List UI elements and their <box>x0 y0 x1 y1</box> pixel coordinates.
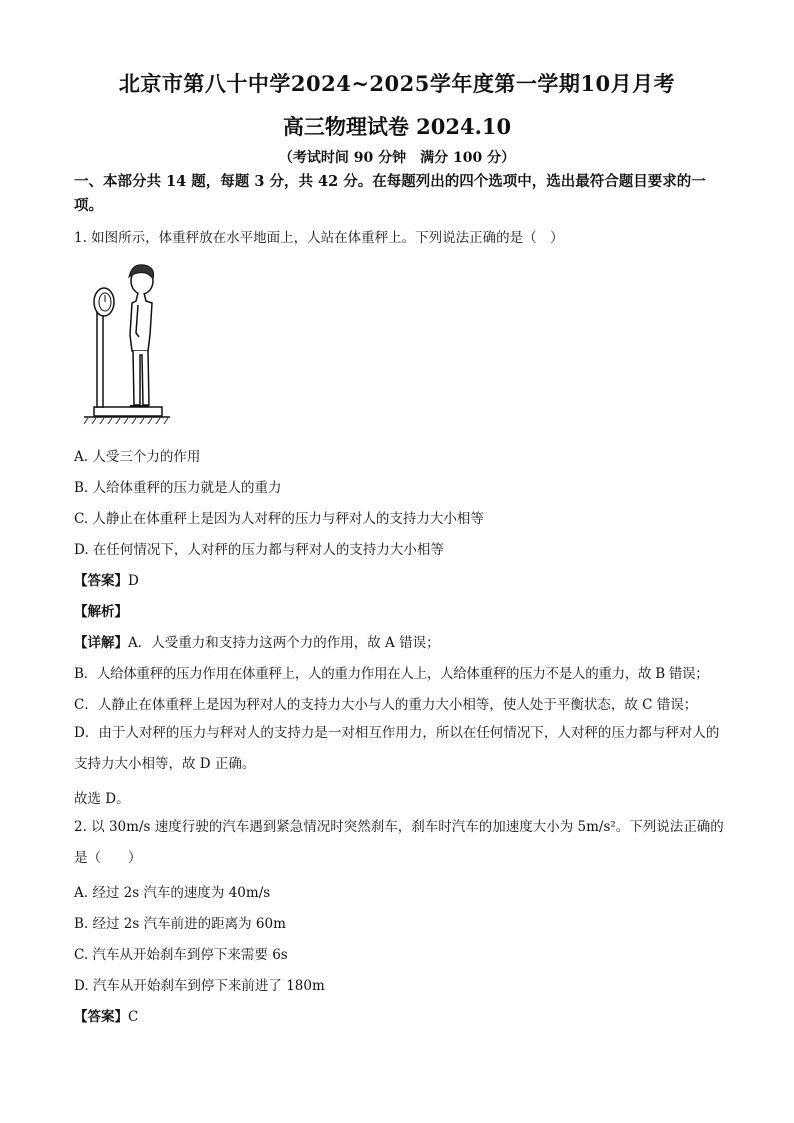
answer-value: D <box>128 573 139 589</box>
detail-a-text: A．人受重力和支持力这两个力的作用，故 A 错误； <box>128 635 440 651</box>
question-2-option-b: B. 经过 2s 汽车前进的距离为 60m <box>74 916 286 932</box>
person-on-scale-figure <box>82 255 172 425</box>
question-2-option-c: C. 汽车从开始刹车到停下来需要 6s <box>74 947 288 963</box>
answer-value: C <box>128 1009 139 1025</box>
question-2-option-a: A. 经过 2s 汽车的速度为 40m/s <box>74 885 271 901</box>
question-1-option-c: C. 人静止在体重秤上是因为人对秤的压力与秤对人的支持力大小相等 <box>74 511 484 527</box>
question-1-option-a: A. 人受三个力的作用 <box>74 449 201 465</box>
question-1-detail-d: D．由于人对秤的压力与秤对人的支持力是一对相互作用力，所以在任何情况下，人对秤的压力都与秤对人的支持力大小相等，故 D 正确。 <box>74 725 720 772</box>
question-1-detail-c: C．人静止在体重秤上是因为秤对人的支持力大小与人的重力大小相等，使人处于平衡状态，故 C 错误； <box>74 697 698 713</box>
question-2-answer <box>74 1005 138 1025</box>
question-1-option-d: D. 在任何情况下，人对秤的压力都与秤对人的支持力大小相等 <box>74 542 444 558</box>
exam-subtitle: 高三物理试卷 2024.10 <box>282 114 512 139</box>
question-1-conclusion: 故选 D。 <box>74 791 130 807</box>
answer-tag: 【答案】 <box>74 573 128 589</box>
question-1-answer <box>74 569 139 589</box>
question-1-detail-a <box>74 631 440 651</box>
exam-title: 北京市第八十中学2024~2025学年度第一学期10月月考 <box>118 71 676 96</box>
question-1-stem: 1. 如图所示，体重秤放在水平地面上，人站在体重秤上。下列说法正确的是（ ） <box>74 230 564 246</box>
question-2-stem: 2. 以 30m/s 速度行驶的汽车遇到紧急情况时突然刹车，刹车时汽车的加速度大小为 5m/s²。下列说法正确的是（ ） <box>74 819 724 866</box>
answer-tag: 【答案】 <box>74 1009 128 1025</box>
question-1-detail-b: B．人给体重秤的压力作用在体重秤上，人的重力作用在人上，人给体重秤的压力不是人的重力，故 B 错误； <box>74 666 709 682</box>
question-1-analysis-tag <box>74 600 128 620</box>
analysis-tag: 【解析】 <box>74 604 128 620</box>
section-instruction: 一、本部分共 14 题，每题 3 分，共 42 分。在每题列出的四个选项中，选出最符合题目要求的一项。 <box>74 173 706 214</box>
exam-info: （考试时间 90 分钟 满分 100 分） <box>278 150 516 166</box>
detail-tag: 【详解】 <box>74 635 128 651</box>
question-1-option-b: B. 人给体重秤的压力就是人的重力 <box>74 480 282 496</box>
question-2-option-d: D. 汽车从开始刹车到停下来前进了 180m <box>74 978 325 994</box>
